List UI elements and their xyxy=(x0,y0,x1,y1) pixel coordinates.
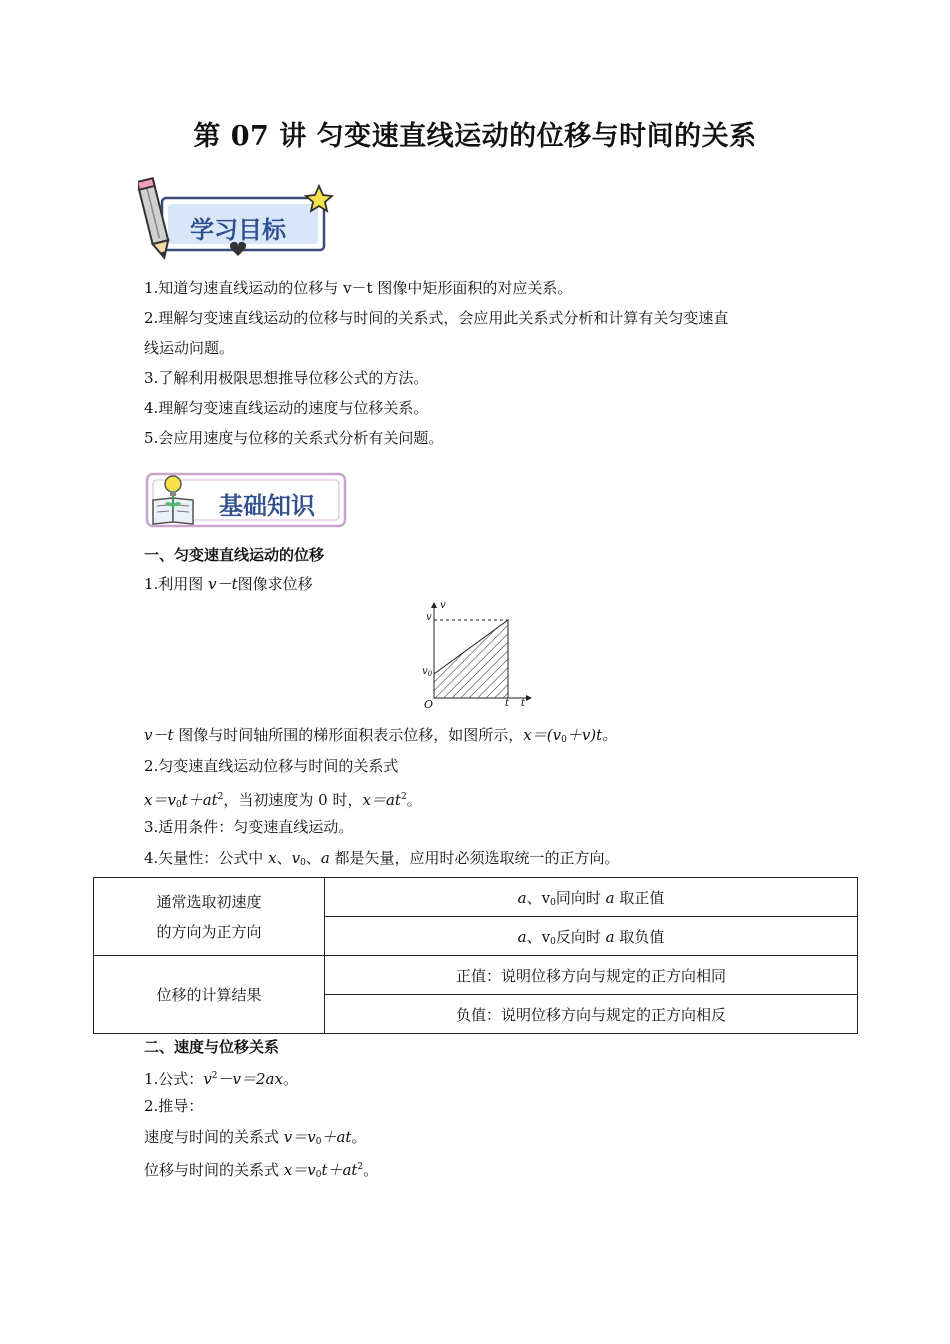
table-cell: 通常选取初速度 的方向为正方向 xyxy=(94,878,325,956)
table-row xyxy=(94,956,858,995)
section2-heading: 二、速度与位移关系 xyxy=(144,1038,280,1056)
section2-line1: 速度与时间的关系式 $v=v_0+at$。 xyxy=(144,1128,367,1147)
section1-item1: 1.利用图 v－t图像求位移 xyxy=(144,575,313,593)
page-title: 第 07 讲 匀变速直线运动的位移与时间的关系 xyxy=(193,121,757,152)
section1-desc: v－t 图像与时间轴所围的梯形面积表示位移，如图所示，$x=(v_0+v)t$。 xyxy=(144,726,618,745)
section1-item4: 4.矢量性：公式中 x、$v_0$、a 都是矢量，应用时必须选取统一的正方向。 xyxy=(144,849,620,868)
table-cell: 正值：说明位移方向与规定的正方向相同 xyxy=(325,956,858,995)
table-cell: 位移的计算结果 xyxy=(94,956,325,1034)
graph-t-tick: t xyxy=(505,698,510,709)
graph-origin: O xyxy=(424,698,434,711)
section1-heading: 一、匀变速直线运动的位移 xyxy=(144,546,325,564)
goals-badge xyxy=(138,176,338,262)
basics-badge-label: 基础知识 xyxy=(219,492,315,520)
section1-item2: 2.匀变速直线运动位移与时间的关系式 xyxy=(144,757,399,775)
table-cell: 负值：说明位移方向与规定的正方向相反 xyxy=(325,995,858,1034)
goal-item: 3.了解利用极限思想推导位移公式的方法。 xyxy=(144,369,429,387)
graph-v0-tick: $v_0$ xyxy=(422,666,433,678)
goals-badge-label: 学习目标 xyxy=(190,216,286,244)
vt-graph-svg xyxy=(414,600,534,712)
vt-graph xyxy=(414,600,534,712)
graph-t-axis-label: t xyxy=(521,698,526,709)
graph-v-axis-label: v xyxy=(440,600,446,611)
section2-item2: 2.推导： xyxy=(144,1097,204,1115)
table-cell: a、$v_0$同向时 a 取正值 xyxy=(325,878,858,917)
goal-item: 2.理解匀变速直线运动的位移与时间的关系式，会应用此关系式分析和计算有关匀变速直 xyxy=(144,309,729,327)
direction-table xyxy=(93,877,858,1034)
section1-item3: 3.适用条件：匀变速直线运动。 xyxy=(144,818,354,836)
basics-badge xyxy=(143,470,349,532)
section2-line2: 位移与时间的关系式 $x=v_0t+at^2$。 xyxy=(144,1161,379,1180)
section2-item1: 1.公式：$v^2-v=2ax$。 xyxy=(144,1070,298,1088)
graph-v-tick: v xyxy=(426,612,432,623)
goal-item: 1.知道匀速直线运动的位移与 v－t 图像中矩形面积的对应关系。 xyxy=(144,279,573,297)
table-row xyxy=(94,878,858,917)
goal-item: 5.会应用速度与位移的关系式分析有关问题。 xyxy=(144,429,444,447)
table-cell: a、$v_0$反向时 a 取负值 xyxy=(325,917,858,956)
goal-item: 4.理解匀变速直线运动的速度与位移关系。 xyxy=(144,399,429,417)
section1-formula: $x=v_0t+at^2$，当初速度为 0 时，$x=at^2$。 xyxy=(144,791,422,810)
goal-item: 线运动问题。 xyxy=(144,339,235,357)
